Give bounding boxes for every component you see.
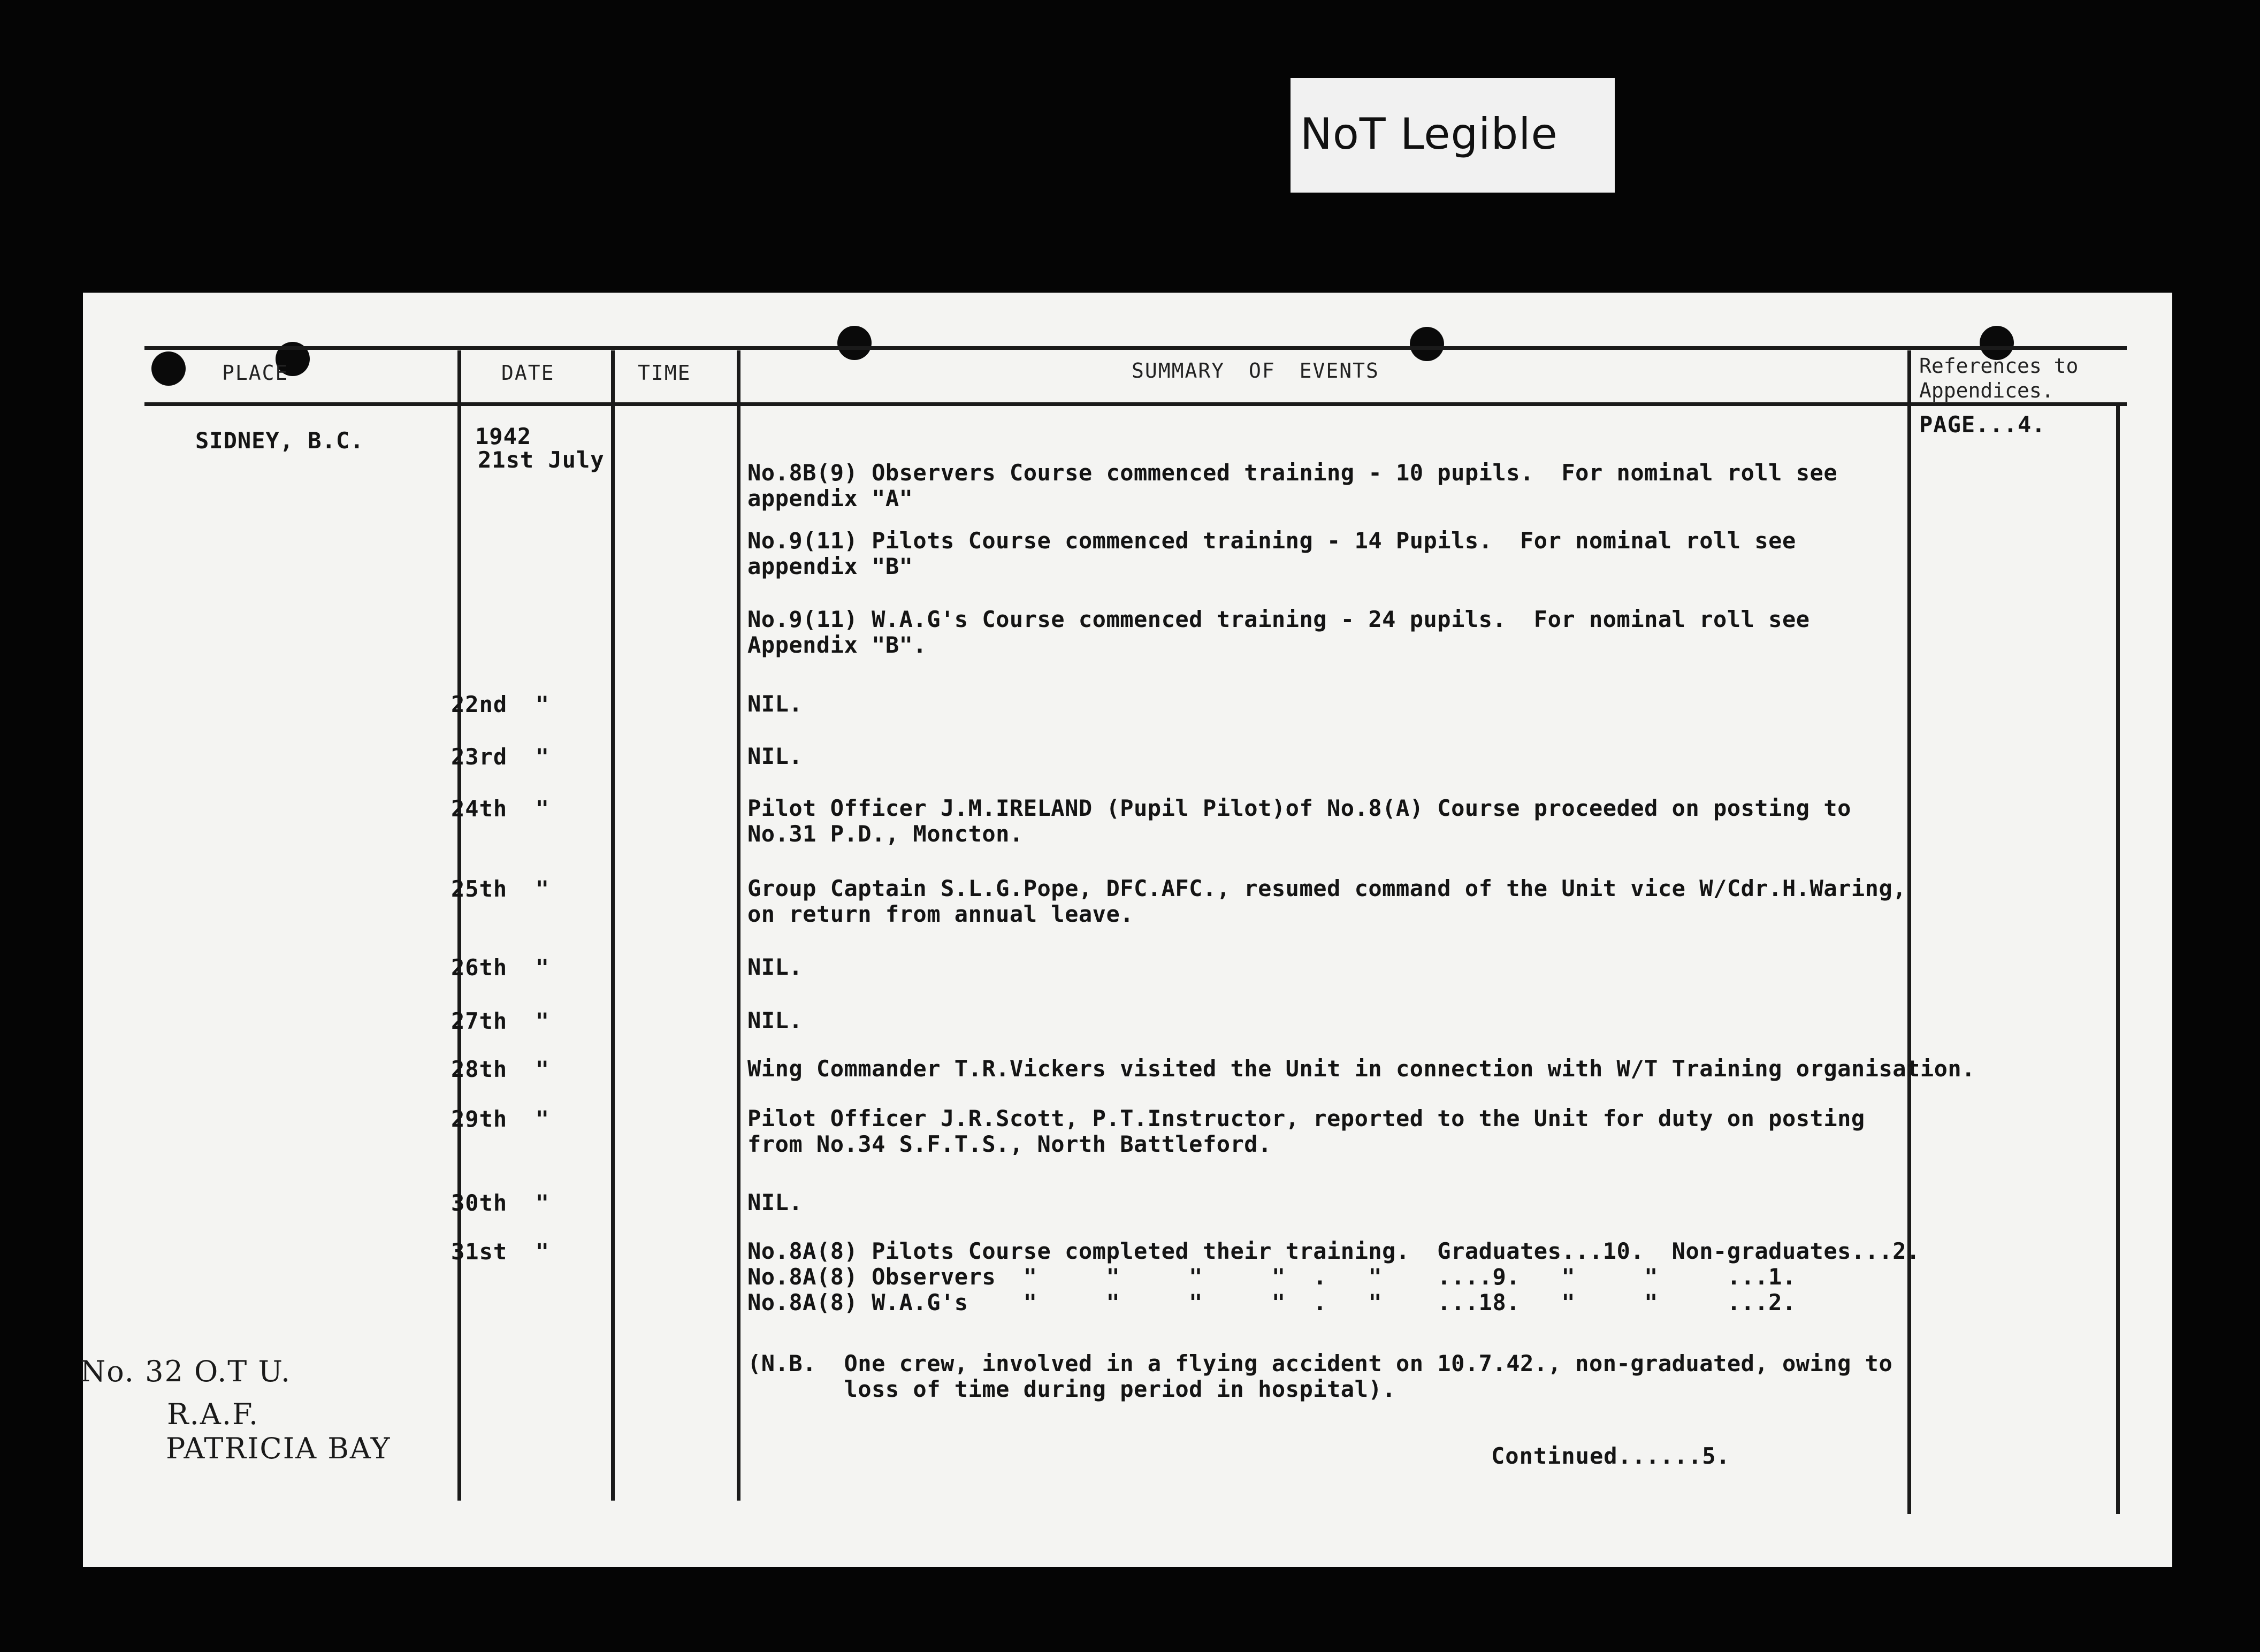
unit-stamp-line-1: No. 32 O.T U. xyxy=(80,1355,292,1388)
continued-note: Continued......5. xyxy=(1491,1443,1730,1469)
entry-line: No.31 P.D., Moncton. xyxy=(747,821,1024,847)
entry-date: 29th " xyxy=(451,1106,550,1132)
entry-date: 31st " xyxy=(451,1238,550,1265)
header-references: References to Appendices. xyxy=(1919,354,2079,402)
punch-hole xyxy=(837,326,872,360)
entry-date: 21st July xyxy=(478,447,605,473)
year-value: 1942 xyxy=(475,423,532,449)
entry-line: from No.34 S.F.T.S., North Battleford. xyxy=(747,1131,1272,1157)
entry-line: loss of time during period in hospital). xyxy=(747,1376,1396,1402)
place-value: SIDNEY, B.C. xyxy=(195,427,364,454)
entry-date: 22nd " xyxy=(451,691,550,717)
header-top-rule xyxy=(144,346,2127,350)
entry-line: Appendix "B". xyxy=(747,632,927,658)
not-legible-label xyxy=(1291,78,1615,193)
entry-line: NIL. xyxy=(747,954,803,980)
entry-line: appendix "B" xyxy=(747,553,913,579)
punch-hole xyxy=(1410,327,1444,361)
entry-line: No.8B(9) Observers Course commenced training - 10 pupils. For nominal roll see xyxy=(747,460,1838,486)
entry-line: No.8A(8) Observers " " " " . " ....9. " " ...1. xyxy=(747,1264,1796,1290)
entry-date: 23rd " xyxy=(451,744,550,770)
column-rule-summary xyxy=(1907,350,1911,1514)
record-sheet xyxy=(83,293,2172,1567)
not-legible-text: NoT Legible xyxy=(1300,109,1558,159)
entry-line: No.9(11) Pilots Course commenced training - 14 Pupils. For nominal roll see xyxy=(747,527,1796,554)
entry-line: No.8A(8) Pilots Course completed their training. Graduates...10. Non-graduates...2. xyxy=(747,1238,1920,1264)
column-rule-references xyxy=(2116,402,2120,1514)
entry-line: Group Captain S.L.G.Pope, DFC.AFC., resumed command of the Unit vice W/Cdr.H.Waring, xyxy=(747,875,1907,901)
entry-line: Pilot Officer J.R.Scott, P.T.Instructor, reported to the Unit for duty on posting xyxy=(747,1105,1865,1131)
header-bottom-rule xyxy=(144,402,2127,406)
entry-date: 25th " xyxy=(451,876,550,902)
entry-line: NIL. xyxy=(747,1189,803,1215)
header-date: DATE xyxy=(501,361,555,385)
entry-line: Pilot Officer J.M.IRELAND (Pupil Pilot)of No.8(A) Course proceeded on posting to xyxy=(747,795,1851,821)
column-rule-date xyxy=(611,350,615,1501)
entry-date: 26th " xyxy=(451,954,550,981)
entry-line: NIL. xyxy=(747,743,803,769)
page-reference: PAGE...4. xyxy=(1919,411,2046,438)
entry-line: NIL. xyxy=(747,691,803,717)
entry-date: 28th " xyxy=(451,1056,550,1082)
entry-date: 30th " xyxy=(451,1190,550,1216)
header-place: PLACE xyxy=(222,361,289,385)
unit-stamp-line-2: R.A.F. xyxy=(167,1397,259,1431)
entry-line: on return from annual leave. xyxy=(747,901,1134,927)
punch-hole xyxy=(151,351,186,386)
entry-date: 27th " xyxy=(451,1008,550,1034)
entry-date: 24th " xyxy=(451,796,550,822)
entry-line: No.8A(8) W.A.G's " " " " . " ...18. " " ...2. xyxy=(747,1289,1796,1316)
column-rule-time xyxy=(737,350,740,1501)
column-rule-place xyxy=(457,350,461,1501)
header-summary: SUMMARY OF EVENTS xyxy=(1132,359,1379,383)
entry-line: Wing Commander T.R.Vickers visited the Unit in connection with W/T Training organisation. xyxy=(747,1056,1975,1082)
entry-line: NIL. xyxy=(747,1007,803,1034)
entry-line: (N.B. One crew, involved in a flying accident on 10.7.42., non-graduated, owing to xyxy=(747,1350,1893,1376)
unit-stamp-line-3: PATRICIA BAY xyxy=(166,1432,391,1465)
entry-line: No.9(11) W.A.G's Course commenced training - 24 pupils. For nominal roll see xyxy=(747,606,1810,632)
header-time: TIME xyxy=(638,361,691,385)
entry-line: appendix "A" xyxy=(747,485,913,511)
